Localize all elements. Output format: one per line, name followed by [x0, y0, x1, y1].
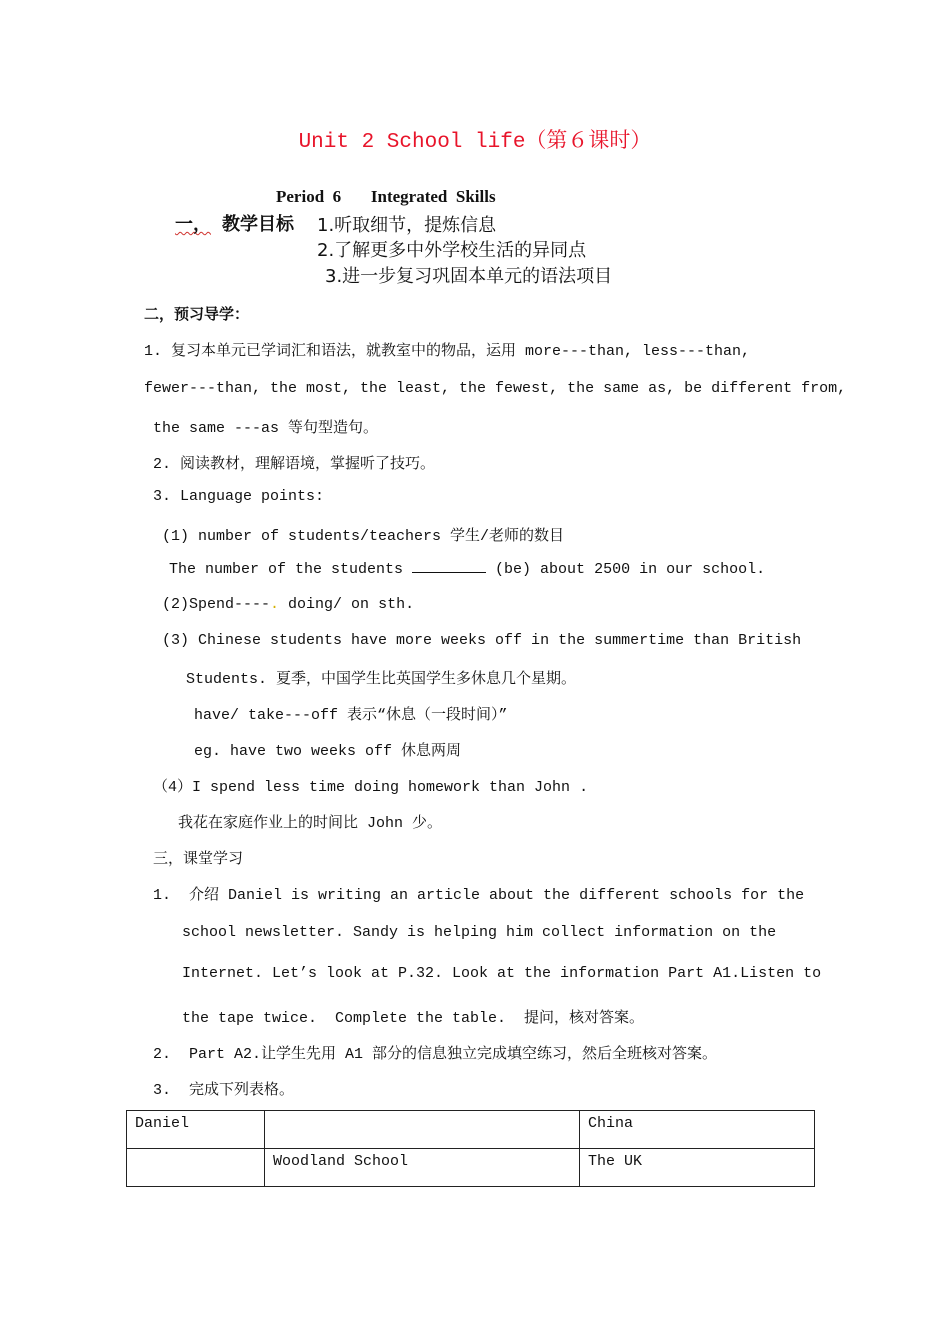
- language-point-1: (1) number of students/teachers 学生/老师的数目: [162, 528, 565, 545]
- preview-item-1-line-1: 1. 复习本单元已学词汇和语法，就教室中的物品，运用 more---than, less---than,: [144, 343, 751, 360]
- classroom-item-1-line-4: the tape twice. Complete the table. 提问，核对答案。: [182, 1010, 645, 1027]
- table-cell: [127, 1149, 265, 1187]
- language-point-3-translation: Students. 夏季，中国学生比英国学生多休息几个星期。: [186, 671, 577, 688]
- language-point-1-example: [169, 560, 765, 578]
- goals-label: 教学目标: [222, 214, 294, 235]
- lp3-text-start: (3) Chines: [162, 632, 253, 649]
- table-cell: Woodland School: [265, 1149, 580, 1187]
- goals-number-text: 一，: [175, 214, 211, 235]
- language-point-3-example: eg. have two weeks off 休息两周: [194, 743, 462, 760]
- table-cell: [265, 1111, 580, 1149]
- table-cell: The UK: [580, 1149, 815, 1187]
- classroom-heading: 三，课堂学习: [144, 851, 244, 868]
- preview-item-2: 2. 阅读教材，理解语境，掌握听了技巧。: [144, 456, 436, 473]
- example-text-end: (be) about 2500 in our school.: [486, 561, 766, 578]
- table-row: [127, 1149, 815, 1187]
- goal-item-1: 1.听取细节，提炼信息: [317, 215, 497, 236]
- period-heading: Period 6 Integrated Skills: [276, 187, 496, 206]
- preview-item-3: 3. Language points:: [144, 488, 325, 505]
- classroom-item-2: 2. Part A2.让学生先用 A1 部分的信息独立完成填空练习，然后全班核对答案。: [153, 1046, 718, 1063]
- language-point-4: （4）I spend less time doing homework than John .: [153, 779, 589, 796]
- classroom-item-3: 3. 完成下列表格。: [153, 1082, 295, 1099]
- lp2-dot: .: [270, 596, 280, 613]
- table-cell: China: [580, 1111, 815, 1149]
- goal-item-3: 3.进一步复习巩固本单元的语法项目: [325, 266, 613, 287]
- classroom-item-1-line-2: school newsletter. Sandy is helping him collect information on the: [182, 924, 777, 941]
- preview-item-1-line-2: fewer---than, the most, the least, the fewest, the same as, be different from,: [144, 380, 847, 397]
- comparison-table: [126, 1110, 815, 1187]
- example-text-start: The number of the students: [169, 561, 413, 578]
- language-point-4-translation: 我花在家庭作业上的时间比 John 少。: [178, 815, 443, 832]
- classroom-item-1-line-1: 1. 介绍 Daniel is writing an article about the different schools for the: [153, 887, 805, 904]
- language-point-3: [162, 632, 801, 649]
- fill-in-blank: [412, 560, 486, 573]
- goals-number: [175, 210, 211, 236]
- lp2-text-start: (2)Spend----: [162, 596, 271, 613]
- goal-item-2: 2.了解更多中外学校生活的异同点: [317, 240, 587, 261]
- page-title: Unit 2 School life（第６课时）: [298, 131, 652, 154]
- table-cell: Daniel: [127, 1111, 265, 1149]
- language-point-3-note: have/ take---off 表示“休息（一段时间）”: [194, 707, 508, 724]
- classroom-item-1-line-3: Internet. Let’s look at P.32. Look at the information Part A1.Listen to: [182, 965, 822, 982]
- language-point-2: [162, 596, 414, 613]
- preview-heading: 二，预习导学：: [144, 305, 250, 323]
- lp2-text-end: doing/ on sth.: [279, 596, 415, 613]
- lp3-text-end: e students have more weeks off in the summertime than British: [252, 632, 802, 649]
- preview-item-1-line-3: the same ---as 等句型造句。: [144, 420, 379, 437]
- table-row: [127, 1111, 815, 1149]
